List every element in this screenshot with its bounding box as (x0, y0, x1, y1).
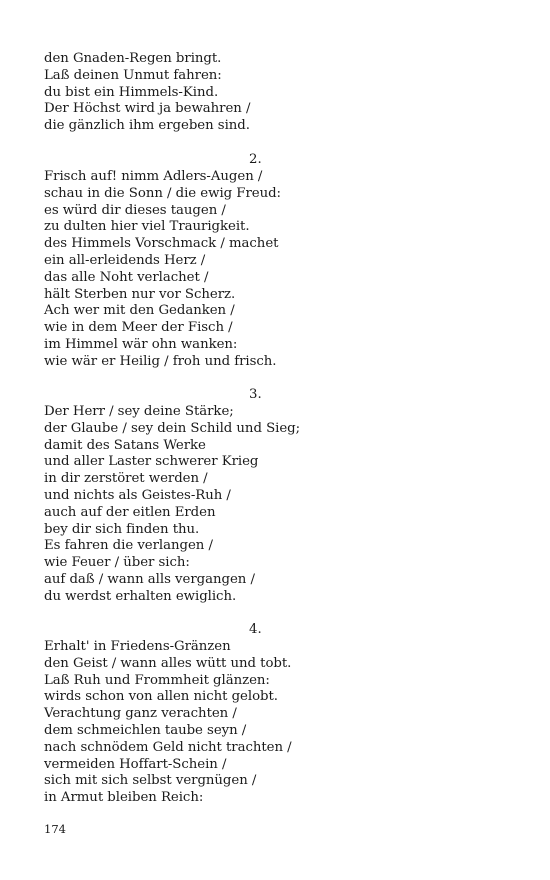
stanza-number: 4. (249, 622, 262, 637)
verse-line: Verachtung ganz verachten / (44, 706, 237, 722)
verse-line: schau in die Sonn / die ewig Freud: (44, 185, 281, 201)
verse-line: Der Herr / sey deine Stärke; (44, 404, 234, 419)
verse-line: wie in dem Meer der Fisch / (44, 320, 233, 336)
verse-line: sich mit sich selbst vergnügen / (44, 773, 257, 789)
stanza-number: 3. (249, 387, 262, 402)
verse-line: in dir zerstöret werden / (44, 471, 208, 487)
verse-line: Laß Ruh und Frommheit glänzen: (44, 672, 270, 688)
verse-line: im Himmel wär ohn wanken: (44, 336, 238, 352)
verse-line: zu dulten hier viel Traurigkeit. (44, 219, 250, 235)
verse-line: Laß deinen Unmut fahren: (44, 67, 222, 83)
stanza-2 (44, 169, 281, 371)
verse-line: dem schmeichlen taube seyn / (44, 722, 247, 738)
verse-line: wirds schon von allen nicht gelobt. (44, 689, 278, 705)
verse-line: hält Sterben nur vor Scherz. (44, 286, 236, 302)
verse-line: in Armut bleiben Reich: (44, 790, 204, 806)
verse-line: Es fahren die verlangen / (44, 538, 213, 554)
verse-line: den Geist / wann alles wütt und tobt. (44, 655, 292, 671)
verse-line: Ach wer mit den Gedanken / (44, 303, 235, 319)
verse-line: auch auf der eitlen Erden (44, 504, 216, 520)
verse-line: wie Feuer / über sich: (44, 555, 190, 571)
verse-line: Erhalt' in Friedens-Gränzen (44, 639, 231, 654)
stanza-4 (44, 639, 292, 807)
verse-line: und aller Laster schwerer Krieg (44, 454, 259, 470)
stanza-1 (44, 51, 274, 135)
verse-line: Der Höchst wird ja bewahren / (44, 101, 251, 117)
verse-line: Frisch auf! nimm Adlers-Augen / (44, 169, 263, 184)
verse-line: ein all-erleidends Herz / (44, 252, 206, 268)
verse-line: auf daß / wann alls vergangen / (44, 571, 255, 587)
verse-line: den Gnaden-Regen bringt. (44, 51, 222, 66)
verse-line: der Glaube / sey dein Schild und Sieg; (44, 420, 301, 436)
stanza-3 (44, 404, 301, 606)
verse-line: du bist ein Himmels-Kind. (44, 84, 219, 100)
verse-line: die gänzlich ihm ergeben sind. (44, 118, 250, 134)
page-number: 174 (44, 822, 66, 836)
verse-line: das alle Noht verlachet / (44, 269, 209, 285)
verse-line: damit des Satans Werke (44, 437, 206, 453)
stanza-number: 2. (249, 152, 262, 167)
verse-line: des Himmels Vorschmack / machet (44, 236, 279, 252)
verse-line: nach schnödem Geld nicht trachten / (44, 739, 292, 755)
verse-line: wie wär er Heilig / froh und frisch. (44, 353, 277, 369)
verse-line: und nichts als Geistes-Ruh / (44, 487, 231, 503)
verse-line: vermeiden Hoffart-Schein / (44, 756, 227, 772)
verse-line: du werdst erhalten ewiglich. (44, 588, 237, 604)
verse-line: es würd dir dieses taugen / (44, 202, 226, 218)
verse-line: bey dir sich finden thu. (44, 521, 200, 537)
